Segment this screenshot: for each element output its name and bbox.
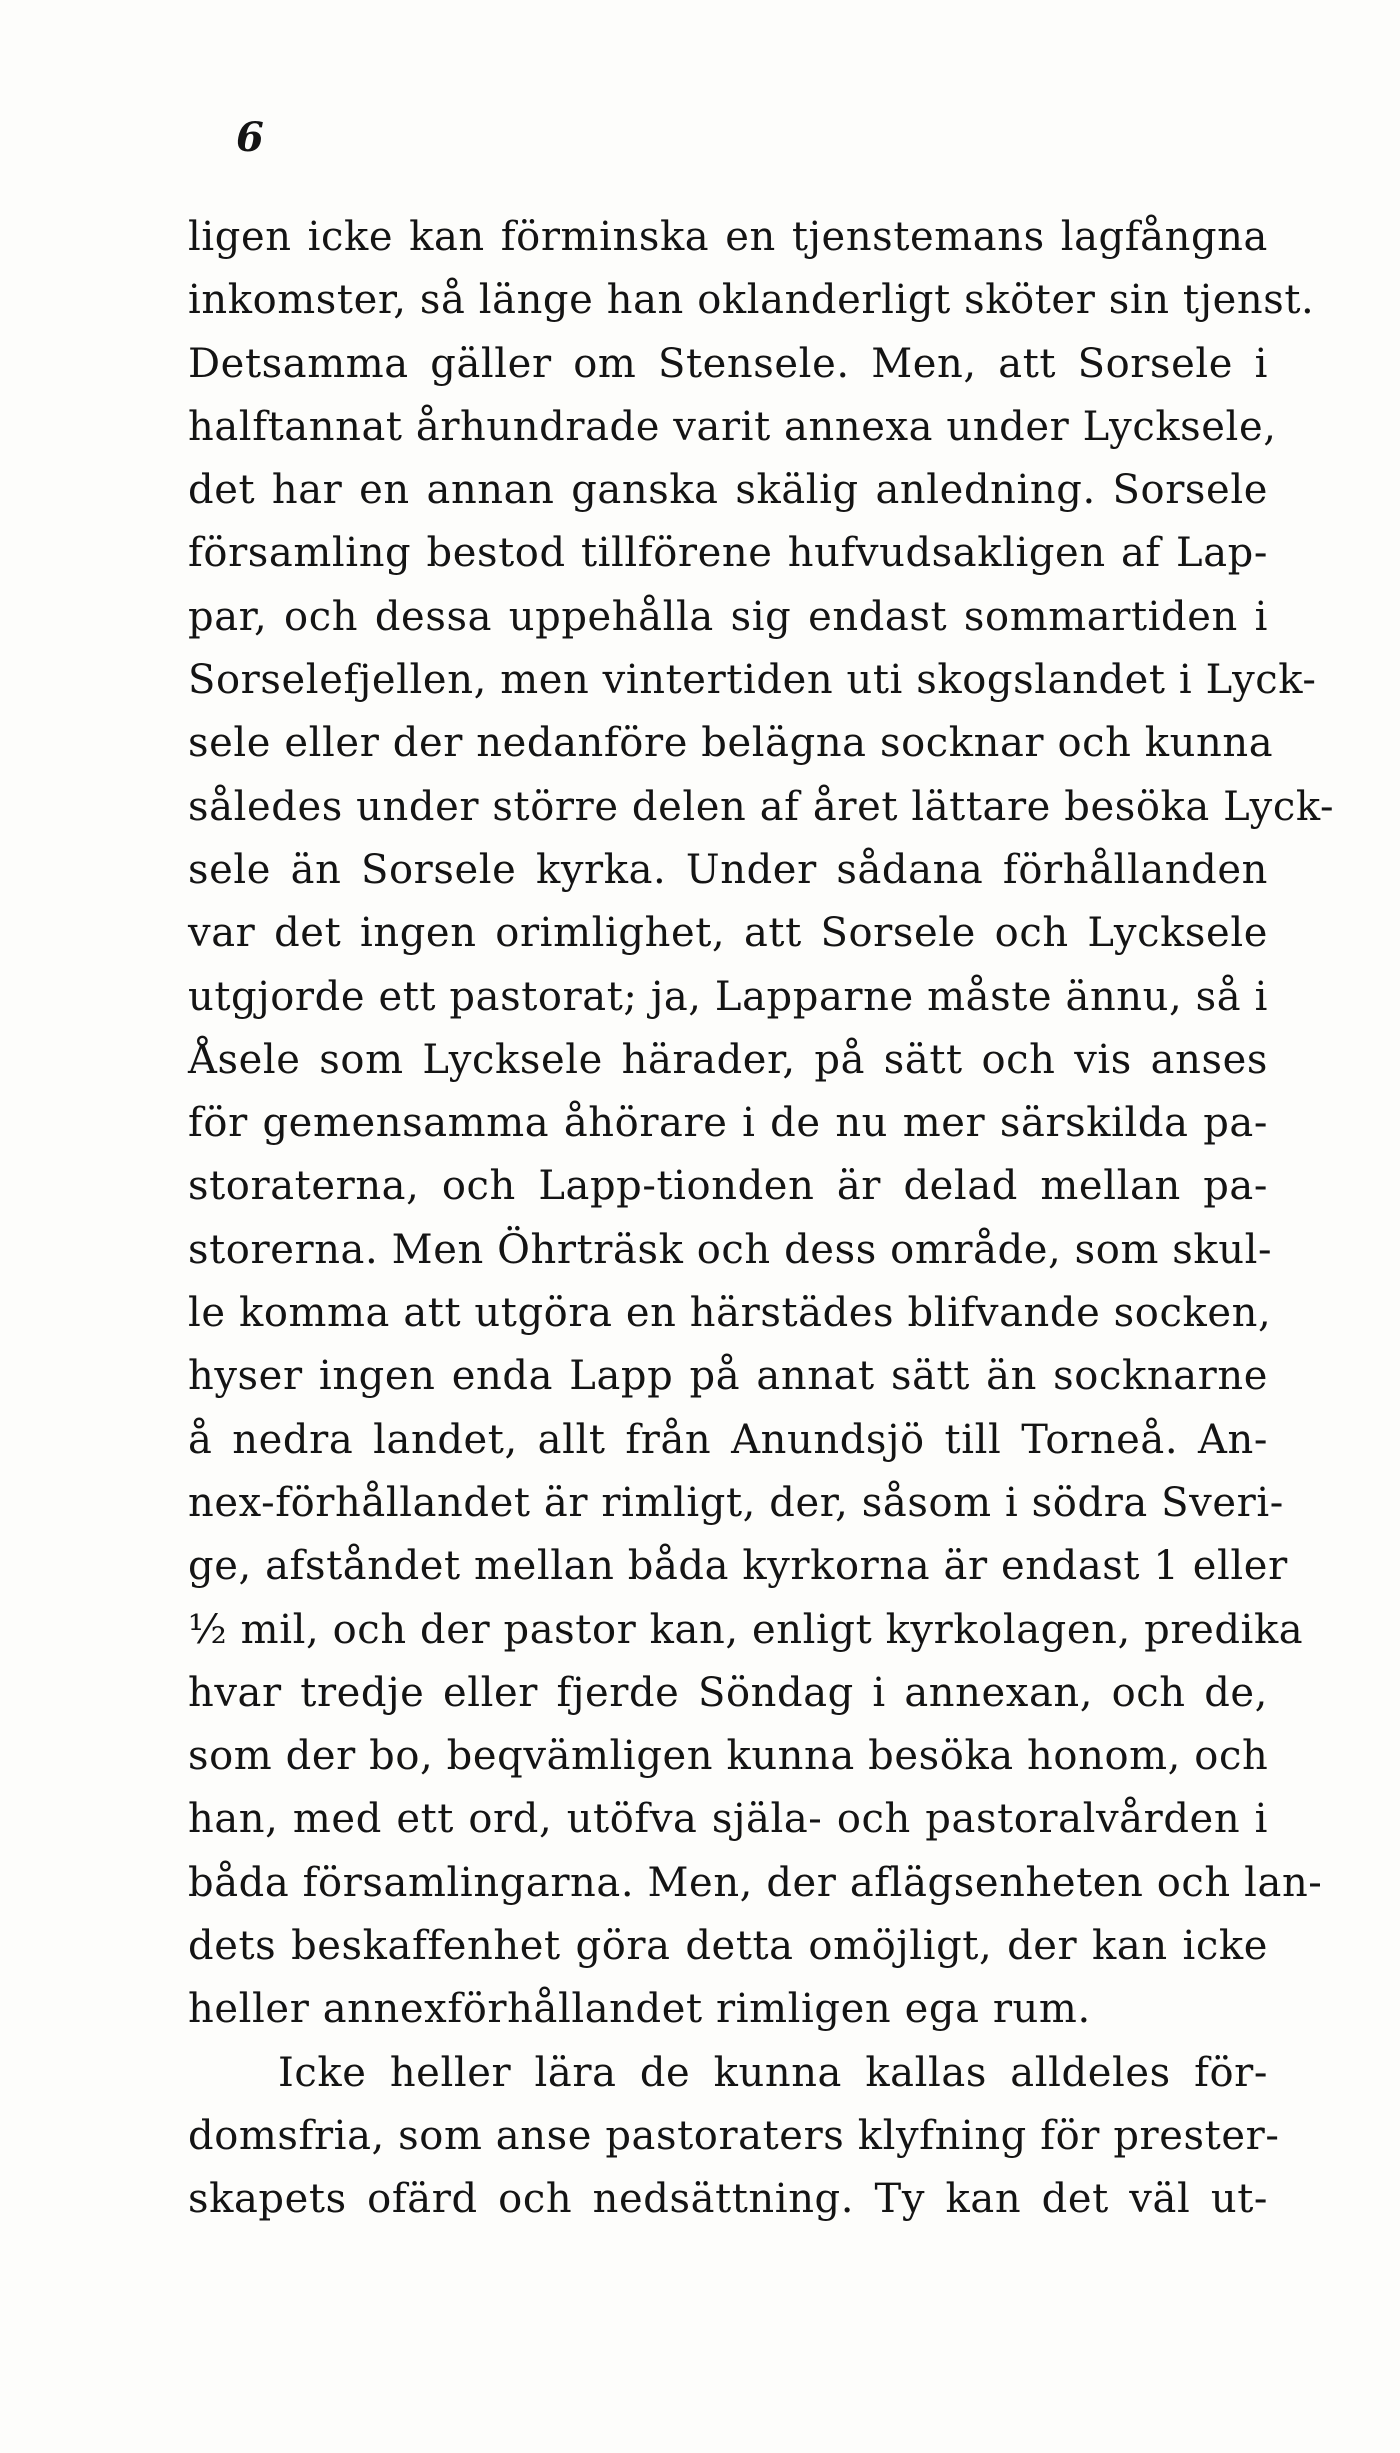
text-line: utgjorde ett pastorat; ja, Lapparne måste ännu, så i: [188, 973, 1268, 1020]
text-line: ge, afståndet mellan båda kyrkorna är endast 1 eller: [188, 1543, 1288, 1590]
body-text: [188, 206, 1335, 2232]
text-line: hyser ingen enda Lapp på annat sätt än socknarne: [188, 1353, 1268, 1400]
text-line: halftannat århundrade varit annexa under Lycksele,: [188, 403, 1277, 450]
paragraph-start-line: Icke heller lära de kunna kallas alldeles för-: [278, 2049, 1268, 2096]
text-line: par, och dessa uppehålla sig endast sommartiden i: [188, 593, 1268, 640]
text-line: han, med ett ord, utöfva själa- och pastoralvården i: [188, 1796, 1268, 1843]
text-line: som der bo, beqvämligen kunna besöka honom, och: [188, 1733, 1269, 1780]
text-line: dets beskaffenhet göra detta omöjligt, der kan icke: [188, 1923, 1268, 1970]
text-line: det har en annan ganska skälig anledning. Sorsele: [188, 467, 1268, 514]
text-line: var det ingen orimlighet, att Sorsele och Lycksele: [188, 910, 1268, 957]
text-line: storerna. Men Öhrträsk och dess område, som skul-: [188, 1226, 1273, 1273]
text-line: nex-förhållandet är rimligt, der, såsom i södra Sveri-: [188, 1479, 1284, 1526]
text-line: skapets ofärd och nedsättning. Ty kan det väl ut-: [188, 2176, 1268, 2223]
text-line: för gemensamma åhörare i de nu mer särskilda pa-: [188, 1100, 1268, 1147]
text-line: hvar tredje eller fjerde Söndag i annexan, och de,: [188, 1669, 1268, 1716]
text-line: ½ mil, och der pastor kan, enligt kyrkolagen, predika: [188, 1606, 1304, 1653]
text-line: Åsele som Lycksele härader, på sätt och vis anses: [188, 1036, 1268, 1083]
text-line: Detsamma gäller om Stensele. Men, att Sorsele i: [188, 340, 1268, 387]
text-line: å nedra landet, allt från Anundsjö till Torneå. An-: [188, 1416, 1268, 1463]
text-line: le komma att utgöra en härstädes blifvande socken,: [188, 1290, 1272, 1337]
text-line: ligen icke kan förminska en tjenstemans lagfångna: [188, 214, 1268, 260]
page-number: 6: [236, 114, 264, 161]
text-line: båda församlingarna. Men, der aflägsenheten och lan-: [188, 1859, 1323, 1906]
text-line: sele än Sorsele kyrka. Under sådana förhållanden: [188, 846, 1268, 893]
text-line: Sorselefjellen, men vintertiden uti skogslandet i Lyck-: [188, 657, 1317, 704]
text-line: storaterna, och Lapp-tionden är delad mellan pa-: [188, 1163, 1268, 1210]
paragraph-end-line: heller annexförhållandet rimligen ega rum.: [188, 1986, 1091, 2033]
text-line: således under större delen af året lättare besöka Lyck-: [188, 783, 1335, 830]
text-line: inkomster, så länge han oklanderligt sköter sin tjenst.: [188, 277, 1315, 324]
text-line: församling bestod tillförene hufvudsakligen af Lap-: [188, 530, 1268, 577]
text-line: sele eller der nedanföre belägna socknar och kunna: [188, 720, 1274, 767]
text-line: domsfria, som anse pastoraters klyfning för prester-: [188, 2112, 1280, 2159]
